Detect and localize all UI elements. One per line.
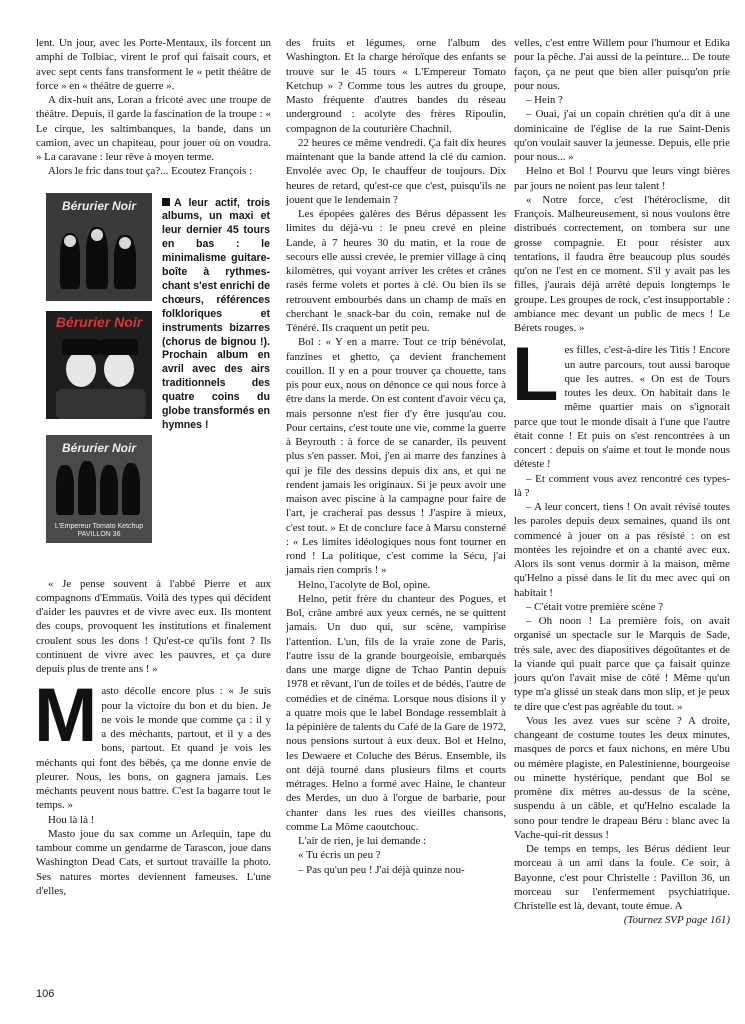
paragraph: Helno, l'acolyte de Bol, opine.	[298, 578, 431, 591]
face	[66, 351, 96, 387]
paragraph: des fruits et légumes, orne l'album des Washington. Et la charge héroïque des enfants se trouve sur le 45 tours « L'Empereur Tomato Ketchup » ? Comme tous les autres du groupe, Masto fréquente d'autres bandes du réseau underground : acolyte des frères Ripoulin, compagnon de la couturière Chachnil.	[286, 37, 506, 135]
hat	[62, 339, 100, 355]
figure	[100, 465, 118, 515]
paragraph: De temps en temps, les Bérus dédient leur morceau à un ami dans la foule. Ce soir, à Bayonne, c'est pour Christelle : Pavillon 36, un morceau sur l'enfermement psychiatrique. Christelle est là, devant, toute émue. A	[514, 843, 730, 912]
hat	[100, 339, 138, 355]
paragraph-with-drop-cap	[512, 332, 730, 471]
paragraph: « Notre force, c'est l'hétéroclisme, dit François. Malheureusement, si nous voulons être distribués correctement, on tombera sur une grosse compagnie. Et pour résister aux tentations, il faudra être beaucoup plus soudés qu'on ne l'est en ce moment. S'il y avait pas les filles, j'aurais déjà arrêté depuis longtemps le groupe. Les groupes de rock, c'est insupportable : ambiance mec devant un public de mecs ! Le Bérets rouges. »	[514, 193, 730, 334]
figure	[56, 389, 146, 419]
paragraph-text: asto décolle encore plus : « Je suis pour la victoire du bon et du bien. Je ne vois le monde que comme ça : il y a des méchants, partout, et il y a des bons, partout. Et quand je vois les méchants qui font des bébés, ça me donne envie de pleurer. Nous, les bons, on gagnera jamais. Les méchants peuvent nous battre. C'est la bagarre tout le temps. »	[36, 685, 271, 812]
paragraph: – A leur concert, tiens ! On avait révisé toutes les paroles depuis deux semaines, quand ils ont commencé à jouer on a pas résisté : on est montées les rejoindre et on a chanté avec eux. Alors ils sont venus dormir à la maison, même qu'Helno a pissé dans le lit du mec avec qui on habitait !	[514, 501, 730, 599]
drop-cap: L	[512, 332, 559, 418]
album-covers-block	[36, 185, 271, 571]
figure	[78, 461, 96, 515]
paragraph: Helno, petit frère du chanteur des Pogues, et Bol, crâne ambré aux yeux cernés, ne se quittent jamais. Un duo qui, sur scène, vampirise l'attention. L'un, fils de la vraie zone de Paris, l'autre issu de la grande bourgeoisie, embarqués dans une marge digne de Tchao Pantin depuis 1978 et rêvant, l'un de toiles et de bédés, l'autre de comédies et de cinéma. Lorsque nous disions il y a quatre mois que le label Bondage ressemblait à la pépinière de talents du Café de la Gare de 1972, nous pensions surtout à eux deux. Bol et Helno, les Dewaere et Coluche des Bérus. Ensemble, ils ont déjà tourné dans plusieurs films et courts métrages. Helno a formé avec Haine, le chanteur des Merdes, un duo à l'orgue de barbarie, pour chanter dans les rues des vieilles chansons, comme La Môme caoutchouc.	[286, 592, 506, 833]
album-cover-2	[46, 311, 152, 419]
paragraph: lent. Un jour, avec les Porte-Mentaux, ils forcent un amphi de Tolbiac, virent le prof qui faisait cours, et avec sept cents fans transforment le « petit théâtre de force » en « théâtre de guerre ».	[36, 37, 271, 92]
text-column-2	[286, 36, 506, 877]
text-column-1	[36, 36, 271, 898]
paragraph: A dix-huit ans, Loran a fricoté avec une troupe de théâtre. Depuis, il garde la fascination de la troupe : « Le cirque, les saltimbanques, la bande, dans un camion, avec un chapiteau, pour jouer où on voudra. » La caravane : leur rêve à moyen terme.	[36, 94, 271, 163]
paragraph: – Hein ?	[526, 94, 563, 106]
figure	[56, 465, 74, 515]
page-number: 106	[36, 988, 55, 1000]
paragraph: – C'était votre première scène ?	[526, 600, 664, 613]
drop-cap: M	[34, 673, 98, 759]
paragraph: Bol : « Y en a marre. Tout ce trip bénévolat, fanzines et ghetto, ça devient franchement couillon. Il y en a pour trouver ça chouette, tans pis pour eux, nous on dénonce ce qui nous force à être dans la merde. On est content d'avoir vécu ça, mais personne n'est fier d'y être jusqu'au cou. Pour certains, c'est toute une vie, comme la guerre à Beyrouth : à force de se canarder, ils peuvent plus s'en passer. Moi, j'en ai marre des fanzines à qui je file des dessins depuis dix ans, et qui ne rendent jamais les originaux. Si je peux avoir une maison avec piscine à la campagne pour faire de l'art, je cracherai pas dessus ! J'aspire à mieux, c'est tout. » Et de conclure face à Marsu consterné : « Les limites idéologiques nous font tourner en rond ! La politique, c'est comme la Sécu, j'ai jamais rien compris ! »	[286, 336, 506, 577]
paragraph: velles, c'est entre Willem pour l'humour et Edika pour la pêche. J'ai aussi de la peinture... De toute façon, ça ne peut que bien aller puisqu'on prie pour nous.	[514, 37, 730, 92]
square-bullet-icon	[162, 198, 170, 206]
continuation-note: (Tournez SVP page 161)	[623, 914, 730, 927]
face	[104, 351, 134, 387]
paragraph: L'air de rien, je lui demande :	[298, 835, 427, 847]
paragraph: « Je pense souvent à l'abbé Pierre et aux compagnons d'Emmaüs. Voilà des types qui décident d'aider les pauvres et de vivre avec eux. Ils montent des coups, provoquent les institutions et finalement croulent sous les dons ! Qu'est-ce qu'ils font ? Ils continuent de vivre avec les pauvres, et ça dure depuis plus de trente ans ! »	[36, 577, 271, 675]
paragraph: Vous les avez vues sur scène ? A droite, changeant de costume toutes les deux minutes, masques de porcs et faux nichons, en mère Ubu ou mémère plagiste, en Palestinienne, bourgeoise ou minette hystérique, pendant que Bol se promène dix mètres au-dessus de la scène, suspendu à un câble, et qu'Helno escalade la sono pour tendre le drapeau Béru : blanc avec la Vache-qui-rit dessus !	[514, 714, 730, 841]
paragraph: Masto joue du sax comme un Arlequin, tape du tambour comme un gendarme de Tarascon, joue dans Washington Dead Cats, et surtout travaille la photo. Ses natures mortes deviennent fameuses. L'une d'elles,	[36, 827, 271, 897]
text-column-3	[514, 36, 730, 928]
face	[91, 229, 103, 241]
album-cover-subtitle: L'Empereur Tomato Ketchup PAVILLON 36	[54, 522, 144, 538]
album-cover-3	[46, 435, 152, 543]
face	[64, 235, 76, 247]
album-cover-title: Bérurier Noir	[61, 440, 137, 455]
paragraph-with-drop-cap	[34, 673, 271, 812]
album-caption-text: A leur actif, trois albums, un maxi et leur dernier 45 tours en bas : le minimalisme guitare-boîte à rythmes-chant s'est enrichi de chœurs, références folkloriques et instruments bizarres (chorus de bignou !). Prochain album en avril avec des airs traditionnels des quatre coins du globe transformés en hymnes !	[162, 196, 270, 431]
paragraph-text: es filles, c'est-à-dire les Titis ! Encore un autre parcours, tout aussi baroque que les autres. « On est de Tours toutes les deux. On habitait dans le même quartier mais on s'ignorait parce que tout le monde disait à l'une que l'autre était conne ! Et puis on s'est rencontrées à un concert : depuis on s'aime et tout le monde nous déteste !	[514, 344, 730, 471]
face	[119, 237, 131, 249]
paragraph: – Ouai, j'ai un copain chrétien qu'a dit à une dominicaine de l'église de la rue Saint-Denis qu'on voulait sauver la jeunesse. Depuis, elle prie pour nous... »	[514, 108, 730, 163]
album-cover-1	[46, 193, 152, 301]
paragraph: 22 heures ce même vendredi. Ça fait dix heures maintenant que la bande attend la clé du camion. Envolée avec Op, le chauffeur de toujours. Dix heures de retard, qu'est-ce que c'est, puisqu'ils ne jouent que le lendemain ?	[286, 136, 506, 206]
paragraph: – Pas qu'un peu ! J'ai déjà quinze nou-	[298, 863, 465, 876]
figure	[122, 463, 140, 515]
album-caption	[162, 197, 270, 433]
paragraph: Les épopées galères des Bérus dépassent les limites du déjà-vu : le pneu crevé en pleine Lande, à 7 heures 30 du matin, et la roue de secours elle aussi crevée, le premier village à cinq kilomètres, qui voyant arriver les crêtes et crânes rasés ferme volets et portes à clé. Ou bien ils se retrouvent embourbés dans un champ de maïs en cherchant le snack-bar du coin, remake nul de Ténéré. Ils craquent un petit peu.	[286, 208, 506, 334]
paragraph: « Tu écris un peu ?	[298, 849, 381, 862]
album-cover-title: Bérurier Noir	[55, 313, 143, 330]
paragraph: Hou là là !	[48, 813, 95, 826]
paragraph: – Et comment vous avez rencontré ces types-là ?	[514, 472, 730, 499]
paragraph: – Oh noon ! La première fois, on avait organisé un spectacle sur le Marquis de Sade, très sale, avec des diapositives dégoûtantes et de la viande qui puait parce que ça faisait quinze jours qu'on l'avait mise de côté ! Même qu'un type m'a glissé un steak dans mon slip, et je peux te dire que c'est pas agréable du tout. »	[514, 615, 730, 713]
album-cover-title: Bérurier Noir	[61, 198, 137, 213]
paragraph: Alors le fric dans tout ça?... Ecoutez François :	[48, 165, 253, 178]
paragraph: Helno et Bol ! Pourvu que leurs vingt bières par jours ne noient pas leur talent !	[514, 165, 730, 192]
